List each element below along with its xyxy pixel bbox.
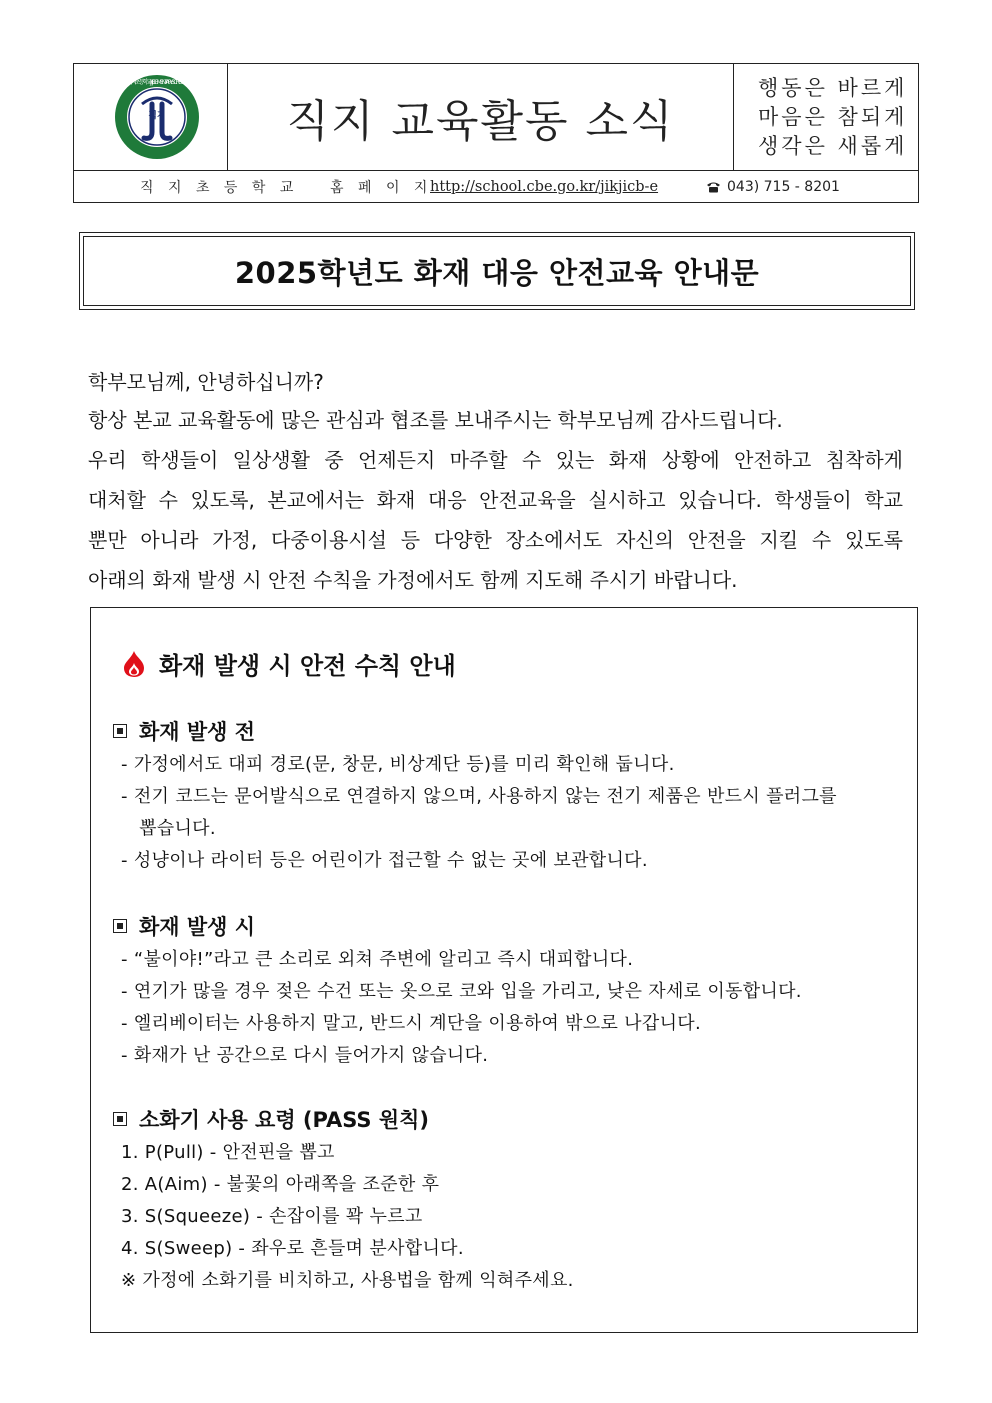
section-title: 화재 발생 시 bbox=[139, 915, 256, 939]
intro-line: 아래의 화재 발생 시 안전 수칙을 가정에서도 함께 지도해 주시기 바랍니다. bbox=[88, 568, 738, 592]
school-name: 직 지 초 등 학 교 bbox=[140, 179, 299, 196]
rules-heading bbox=[123, 646, 456, 681]
square-bullet-icon bbox=[113, 919, 127, 933]
section-extinguisher bbox=[113, 1104, 429, 1134]
square-bullet-icon bbox=[113, 1112, 127, 1126]
intro-body bbox=[88, 440, 903, 600]
section-title: 화재 발생 전 bbox=[139, 720, 256, 744]
section-before-fire bbox=[113, 716, 255, 746]
rule-item: - 가정에서도 대피 경로(문, 창문, 비상계단 등)를 미리 확인해 둡니다. bbox=[121, 754, 675, 775]
rule-item: - 연기가 많을 경우 젖은 수건 또는 옷으로 코와 입을 가리고, 낮은 자세로 이동합니다. bbox=[121, 981, 802, 1002]
rule-item: - “불이야!”라고 큰 소리로 외쳐 주변에 알리고 즉시 대피합니다. bbox=[121, 949, 634, 970]
document-title: 2025학년도 화재 대응 안전교육 안내문 bbox=[83, 236, 911, 306]
section-title: 소화기 사용 요령 (PASS 원칙) bbox=[139, 1108, 430, 1132]
intro-thanks bbox=[88, 400, 903, 440]
newsletter-title: 직지 교육활동 소식 bbox=[228, 64, 734, 170]
rule-item: - 화재가 난 공간으로 다시 들어가지 않습니다. bbox=[121, 1045, 489, 1066]
rule-item: - 엘리베이터는 사용하지 말고, 반드시 계단을 이용하여 밖으로 나갑니다. bbox=[121, 1013, 701, 1034]
extinguisher-note: ※ 가정에 소화기를 비치하고, 사용법을 함께 익혀주세요. bbox=[121, 1270, 574, 1291]
section-during-fire bbox=[113, 911, 255, 941]
phone-text: 043) 715 - 8201 bbox=[727, 178, 840, 195]
rules-heading-text: 화재 발생 시 안전 수칙 안내 bbox=[159, 652, 456, 680]
pass-step: 1. P(Pull) - 안전핀을 뽑고 bbox=[121, 1142, 335, 1163]
logo-text: 직지 bbox=[148, 111, 166, 121]
telephone-icon bbox=[706, 181, 721, 193]
contact-info-row bbox=[74, 170, 918, 202]
homepage-label: 홈 페 이 지 bbox=[330, 179, 433, 196]
newsletter-header bbox=[73, 63, 919, 203]
pass-step: 4. S(Sweep) - 좌우로 흔들며 분사합니다. bbox=[121, 1238, 464, 1259]
pass-step: 3. S(Squeeze) - 손잡이를 꽉 누르고 bbox=[121, 1206, 423, 1227]
intro-line: 학부모님께, 안녕하십니까? bbox=[88, 370, 324, 394]
logo-ring-text: 직지초등학교 JIKJI ELEMENTARY SCHOOL bbox=[127, 79, 187, 86]
intro-line: 우리 학생들이 일상생활 중 언제든지 마주할 수 있는 화재 상황에 안전하고 침착하게 bbox=[88, 448, 903, 472]
intro-line: 뿐만 아니라 가정, 다중이용시설 등 다양한 장소에서도 자신의 안전을 지킬 수 있도록 bbox=[88, 528, 903, 552]
rule-item: - 성냥이나 라이터 등은 어린이가 접근할 수 없는 곳에 보관합니다. bbox=[121, 850, 648, 871]
motto-line: 마음은 참되게 bbox=[758, 104, 908, 129]
flame-icon bbox=[123, 650, 145, 678]
homepage-link[interactable]: http://school.cbe.go.kr/jikjicb-e bbox=[430, 178, 659, 195]
square-bullet-icon bbox=[113, 724, 127, 738]
rule-item: 뽑습니다. bbox=[121, 818, 216, 839]
logo-cell bbox=[74, 64, 228, 170]
pass-step: 2. A(Aim) - 불꽃의 아래쪽을 조준한 후 bbox=[121, 1174, 440, 1195]
safety-rules-box bbox=[90, 607, 918, 1333]
intro-greeting bbox=[88, 362, 903, 402]
motto-line: 생각은 새롭게 bbox=[758, 133, 908, 158]
phone-number bbox=[706, 179, 840, 195]
intro-line: 대처할 수 있도록, 본교에서는 화재 대응 안전교육을 실시하고 있습니다. 학생들이 학교 bbox=[88, 488, 903, 512]
document-title-box bbox=[79, 232, 915, 310]
school-logo-icon bbox=[114, 74, 200, 160]
rule-item: - 전기 코드는 문어발식으로 연결하지 않으며, 사용하지 않는 전기 제품은 반드시 플러그를 bbox=[121, 786, 837, 807]
intro-line: 항상 본교 교육활동에 많은 관심과 협조를 보내주시는 학부모님께 감사드립니다. bbox=[88, 408, 783, 432]
motto-line: 행동은 바르게 bbox=[758, 75, 908, 100]
school-motto bbox=[734, 64, 918, 170]
